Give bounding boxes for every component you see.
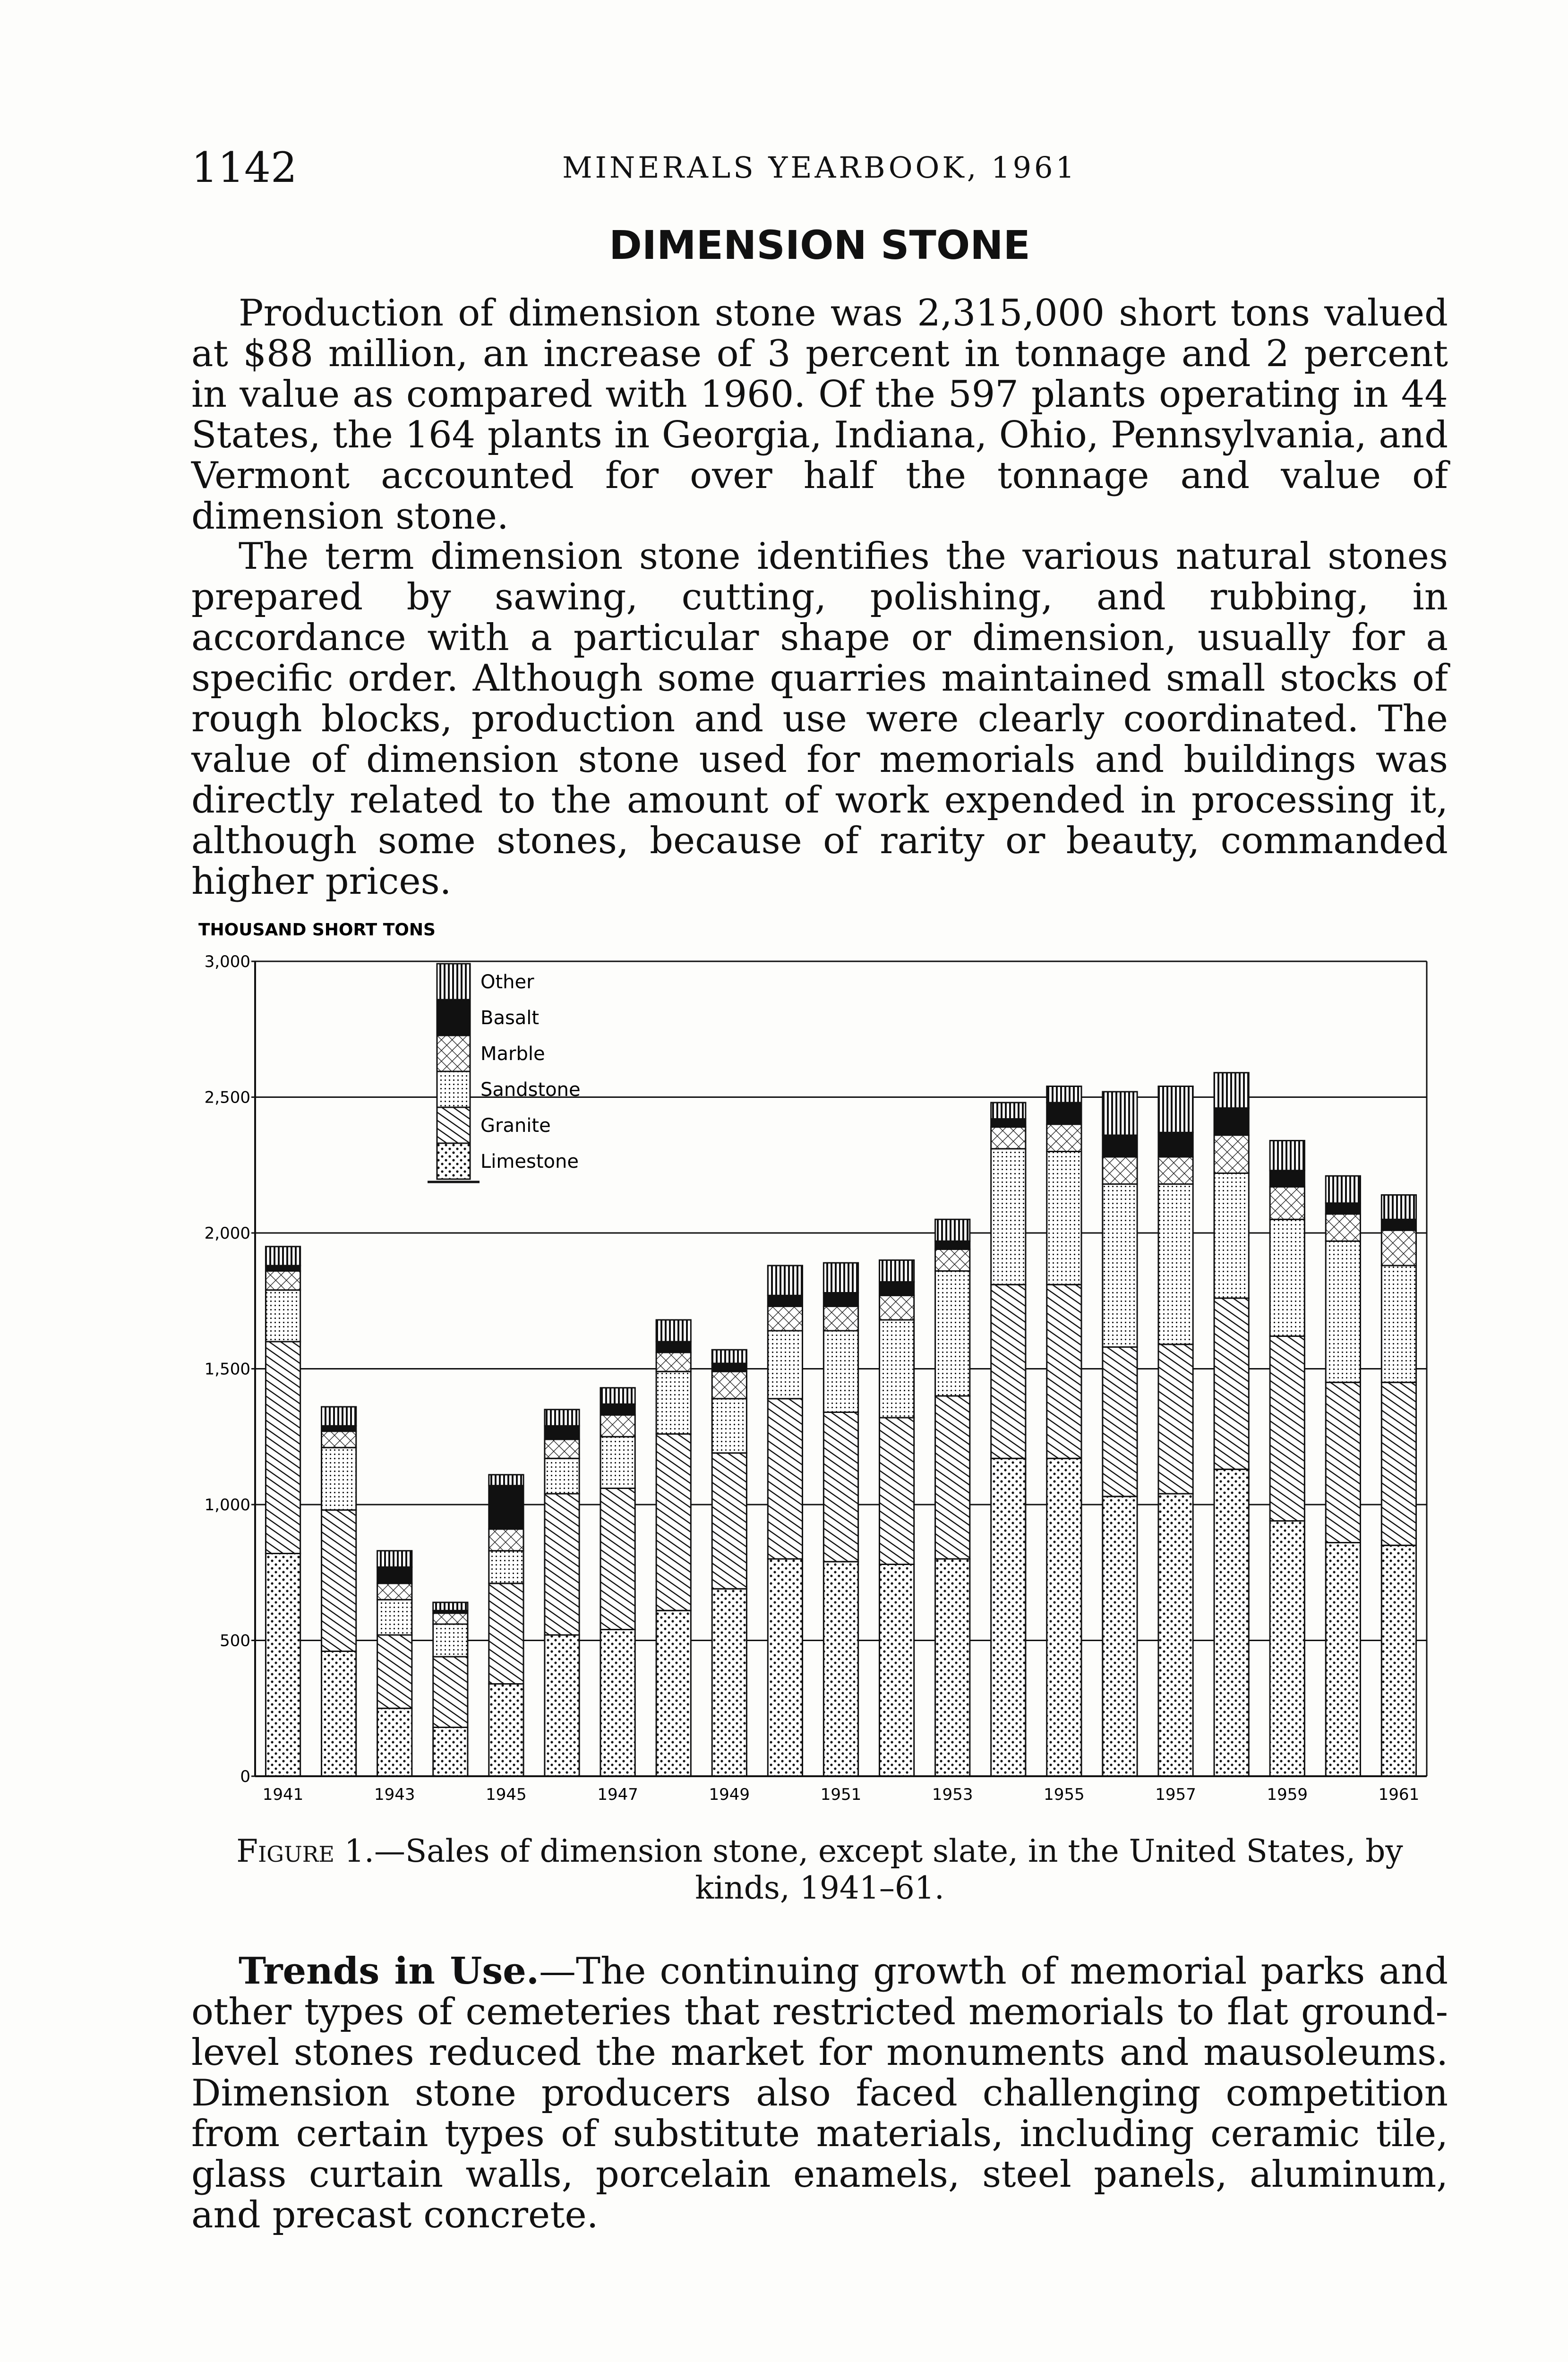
y-tick-label: 500 (220, 1631, 250, 1651)
paragraph-text: Production of dimension stone was 2,315,000 short tons valued at $88 million, an increase of 3 percent in tonnage and 2 percent in value as compared with 1960. Of the 597 plants operating in 44 States, the 164 plants in Georgia, Indiana, Ohio, Pennsylvania, and Vermont accounted for over half the tonnage and value of dimension stone. (191, 292, 1448, 538)
bar-segment-other-1949 (712, 1350, 746, 1363)
bar-segment-marble-1943 (377, 1583, 412, 1600)
bar-segment-granite-1945 (489, 1583, 523, 1684)
bar-segment-granite-1941 (266, 1342, 300, 1554)
bar-segment-marble-1946 (545, 1439, 579, 1458)
bar-segment-granite-1952 (879, 1418, 914, 1565)
y-tick-label: 0 (240, 1767, 250, 1786)
bar-segment-sandstone-1946 (545, 1458, 579, 1494)
bar-segment-basalt-1951 (823, 1293, 858, 1307)
bar-segment-sandstone-1958 (1214, 1173, 1249, 1299)
bar-segment-other-1957 (1158, 1087, 1193, 1133)
bar-segment-marble-1954 (991, 1127, 1026, 1149)
bar-segment-other-1950 (768, 1266, 802, 1295)
bar-segment-marble-1951 (823, 1306, 858, 1331)
bar-segment-other-1944 (433, 1602, 468, 1610)
bar-segment-limestone-1955 (1047, 1458, 1081, 1776)
bar-segment-marble-1952 (879, 1295, 914, 1320)
bar-segment-other-1955 (1047, 1087, 1081, 1103)
bar-segment-granite-1958 (1214, 1298, 1249, 1469)
bar-segment-granite-1948 (656, 1434, 691, 1611)
bar-segment-basalt-1961 (1381, 1219, 1416, 1230)
bar-segment-basalt-1956 (1103, 1135, 1137, 1157)
x-tick-label: 1945 (486, 1785, 527, 1804)
bar-segment-other-1960 (1326, 1176, 1360, 1203)
chart-svg (180, 916, 1455, 1828)
paragraph-text (191, 1951, 1448, 2235)
bar-segment-marble-1948 (656, 1352, 691, 1371)
bar-segment-marble-1956 (1103, 1157, 1137, 1184)
bar-segment-basalt-1952 (879, 1282, 914, 1296)
bar-segment-limestone-1954 (991, 1458, 1026, 1776)
bar-segment-sandstone-1942 (322, 1447, 356, 1510)
x-tick-label: 1955 (1044, 1785, 1085, 1804)
bar-segment-basalt-1950 (768, 1295, 802, 1306)
bar-segment-limestone-1956 (1103, 1497, 1137, 1776)
legend-swatch-granite (437, 1107, 470, 1143)
bar-segment-limestone-1943 (377, 1708, 412, 1776)
bar-segment-limestone-1945 (489, 1684, 523, 1777)
legend-label-marble: Marble (480, 1043, 545, 1065)
x-tick-label: 1941 (262, 1785, 304, 1804)
bar-segment-marble-1955 (1047, 1124, 1081, 1152)
bar-segment-limestone-1951 (823, 1562, 858, 1776)
bar-segment-granite-1950 (768, 1399, 802, 1559)
figure-caption-text: —Sales of dimension stone, except slate, in the United States, by kinds, 1941–61. (374, 1833, 1403, 1906)
legend-label-limestone: Limestone (480, 1151, 579, 1172)
legend-swatch-limestone (437, 1143, 470, 1179)
legend-swatch-sandstone (437, 1071, 470, 1107)
bar-segment-sandstone-1950 (768, 1331, 802, 1399)
bar-segment-sandstone-1941 (266, 1290, 300, 1342)
bar-segment-sandstone-1955 (1047, 1152, 1081, 1285)
x-tick-label: 1957 (1155, 1785, 1196, 1804)
y-tick-label: 1,500 (204, 1360, 250, 1379)
bar-segment-other-1954 (991, 1103, 1026, 1119)
bar-segment-limestone-1958 (1214, 1469, 1249, 1776)
bar-segment-limestone-1941 (266, 1554, 300, 1777)
bar-segment-granite-1961 (1381, 1382, 1416, 1545)
bar-segment-limestone-1960 (1326, 1543, 1360, 1777)
paragraph-production (191, 293, 1448, 537)
bar-segment-granite-1956 (1103, 1347, 1137, 1497)
bar-segment-marble-1949 (712, 1371, 746, 1399)
bar-segment-other-1959 (1270, 1141, 1304, 1171)
x-tick-label: 1949 (709, 1785, 750, 1804)
legend (428, 964, 581, 1182)
paragraph-trends (191, 1951, 1448, 2235)
bar-segment-limestone-1957 (1158, 1494, 1193, 1776)
bar-segment-marble-1947 (600, 1415, 635, 1437)
bar-segment-granite-1959 (1270, 1336, 1304, 1521)
x-tick-label: 1943 (374, 1785, 415, 1804)
bar-segment-sandstone-1954 (991, 1149, 1026, 1285)
bar-segment-granite-1955 (1047, 1284, 1081, 1458)
bar-segment-granite-1951 (823, 1412, 858, 1562)
bar-segment-other-1948 (656, 1320, 691, 1342)
bar-segment-basalt-1958 (1214, 1108, 1249, 1136)
y-tick-label: 2,500 (204, 1088, 250, 1107)
bar-segment-limestone-1948 (656, 1610, 691, 1776)
y-tick-label: 3,000 (204, 952, 250, 971)
bar-segment-marble-1945 (489, 1529, 523, 1551)
bar-segment-limestone-1950 (768, 1559, 802, 1776)
bar-segment-sandstone-1952 (879, 1320, 914, 1418)
trends-heading: Trends in Use. (239, 1950, 540, 1993)
bar-segment-granite-1943 (377, 1635, 412, 1708)
bar-segment-granite-1953 (935, 1396, 970, 1559)
paragraph-text: The term dimension stone identifies the various natural stones prepared by sawing, cutting, polishing, and rubbing, in accordance with a particular shape or dimension, usually for a specific order. Although some quarries maintained small stocks of rough blocks, production and use were clearly coordinated. The value of dimension stone used for memorials and buildings was directly related to the amount of work expended in processing it, although some stones, because of rarity or beauty, commanded higher prices. (191, 535, 1448, 903)
x-tick-label: 1953 (932, 1785, 973, 1804)
bar-segment-other-1946 (545, 1410, 579, 1426)
running-title: MINERALS YEARBOOK, 1961 (562, 150, 1077, 185)
bar-segment-basalt-1947 (600, 1404, 635, 1415)
bar-segment-marble-1950 (768, 1306, 802, 1331)
bar-segment-basalt-1941 (266, 1266, 300, 1271)
bar-segment-marble-1961 (1381, 1230, 1416, 1266)
bar-segment-basalt-1959 (1270, 1171, 1304, 1187)
bar-segment-marble-1959 (1270, 1187, 1304, 1219)
bar-segment-other-1941 (266, 1247, 300, 1266)
bar-segment-other-1947 (600, 1388, 635, 1404)
bar-segment-marble-1953 (935, 1249, 970, 1271)
legend-label-basalt: Basalt (480, 1007, 540, 1029)
bar-segment-other-1958 (1214, 1073, 1249, 1108)
bar-segment-limestone-1946 (545, 1635, 579, 1776)
bar-segment-limestone-1944 (433, 1728, 468, 1777)
bar-segment-marble-1941 (266, 1271, 300, 1290)
bar-segment-marble-1960 (1326, 1214, 1360, 1241)
bar-segment-sandstone-1959 (1270, 1219, 1304, 1336)
page-header (191, 142, 1448, 194)
y-tick-label: 1,000 (204, 1496, 250, 1515)
bar-segment-basalt-1954 (991, 1119, 1026, 1127)
stacked-bar-chart (180, 916, 1455, 1828)
legend-swatch-marble (437, 1036, 470, 1071)
bar-segment-basalt-1957 (1158, 1132, 1193, 1157)
figure-caption (191, 1833, 1448, 1907)
bar-segment-other-1943 (377, 1551, 412, 1567)
bar-segment-sandstone-1957 (1158, 1184, 1193, 1344)
bar-segment-granite-1944 (433, 1657, 468, 1728)
bar-segment-granite-1947 (600, 1489, 635, 1630)
bar-segment-granite-1946 (545, 1494, 579, 1635)
x-tick-label: 1947 (597, 1785, 638, 1804)
bar-segment-limestone-1942 (322, 1652, 356, 1777)
bar-segment-limestone-1953 (935, 1559, 970, 1776)
bar-segment-other-1942 (322, 1407, 356, 1426)
legend-swatch-basalt (437, 1000, 470, 1036)
bar-segment-basalt-1960 (1326, 1203, 1360, 1214)
y-axis-title: THOUSAND SHORT TONS (198, 920, 436, 940)
bar-segment-limestone-1947 (600, 1630, 635, 1777)
bar-segment-basalt-1953 (935, 1241, 970, 1249)
bar-segment-granite-1949 (712, 1453, 746, 1589)
bar-segment-limestone-1949 (712, 1589, 746, 1776)
bar-segment-other-1952 (879, 1260, 914, 1282)
bar-segment-sandstone-1953 (935, 1271, 970, 1396)
bar-segment-granite-1960 (1326, 1382, 1360, 1542)
bar-segment-sandstone-1960 (1326, 1241, 1360, 1382)
legend-swatch-other (437, 964, 470, 1000)
bar-segment-sandstone-1961 (1381, 1266, 1416, 1382)
x-tick-label: 1961 (1378, 1785, 1420, 1804)
bar-segment-sandstone-1956 (1103, 1184, 1137, 1347)
bar-segment-limestone-1952 (879, 1565, 914, 1777)
figure-label: Figure 1. (236, 1833, 374, 1869)
bar-segment-basalt-1955 (1047, 1103, 1081, 1124)
bar-segment-granite-1942 (322, 1510, 356, 1652)
legend-label-other: Other (480, 971, 534, 993)
bar-segment-other-1961 (1381, 1195, 1416, 1220)
bar-segment-basalt-1948 (656, 1342, 691, 1352)
bar-segment-limestone-1959 (1270, 1521, 1304, 1777)
bar-segment-other-1951 (823, 1263, 858, 1292)
bar-segment-sandstone-1944 (433, 1624, 468, 1657)
bar-segment-basalt-1949 (712, 1363, 746, 1371)
bar-segment-basalt-1943 (377, 1567, 412, 1583)
bar-segment-basalt-1942 (322, 1426, 356, 1431)
bar-segment-other-1953 (935, 1219, 970, 1241)
bar-segment-sandstone-1948 (656, 1371, 691, 1434)
bar-segment-sandstone-1947 (600, 1437, 635, 1488)
trends-text: —The continuing growth of memorial parks and other types of cemeteries that restricted memorials to flat ground-level stones reduced the market for monuments and mausoleums. Dimension stone producers also faced challenging competition from certain types of substitute materials, including ceramic tile, glass curtain walls, porcelain enamels, steel panels, aluminum, and precast concrete. (191, 1950, 1448, 2236)
page-number: 1142 (191, 143, 297, 192)
bar-segment-basalt-1946 (545, 1426, 579, 1439)
legend-label-sandstone: Sandstone (480, 1079, 581, 1101)
x-tick-label: 1959 (1267, 1785, 1308, 1804)
bar-segment-sandstone-1945 (489, 1551, 523, 1583)
bar-segment-sandstone-1949 (712, 1399, 746, 1453)
bar-segment-sandstone-1943 (377, 1600, 412, 1635)
bar-segment-marble-1942 (322, 1431, 356, 1448)
x-tick-label: 1951 (820, 1785, 862, 1804)
bar-segment-other-1945 (489, 1475, 523, 1486)
bar-segment-marble-1944 (433, 1613, 468, 1624)
bar-segment-granite-1957 (1158, 1344, 1193, 1494)
bar-segment-marble-1958 (1214, 1135, 1249, 1173)
legend-label-granite: Granite (480, 1115, 551, 1137)
y-tick-label: 2,000 (204, 1224, 250, 1243)
bar-segment-basalt-1945 (489, 1486, 523, 1529)
section-title: DIMENSION STONE (609, 222, 1030, 268)
bar-segment-granite-1954 (991, 1284, 1026, 1458)
bar-segment-marble-1957 (1158, 1157, 1193, 1184)
bar-segment-other-1956 (1103, 1092, 1137, 1135)
bar-segment-sandstone-1951 (823, 1331, 858, 1412)
bar-segment-limestone-1961 (1381, 1545, 1416, 1776)
paragraph-definition (191, 536, 1448, 902)
